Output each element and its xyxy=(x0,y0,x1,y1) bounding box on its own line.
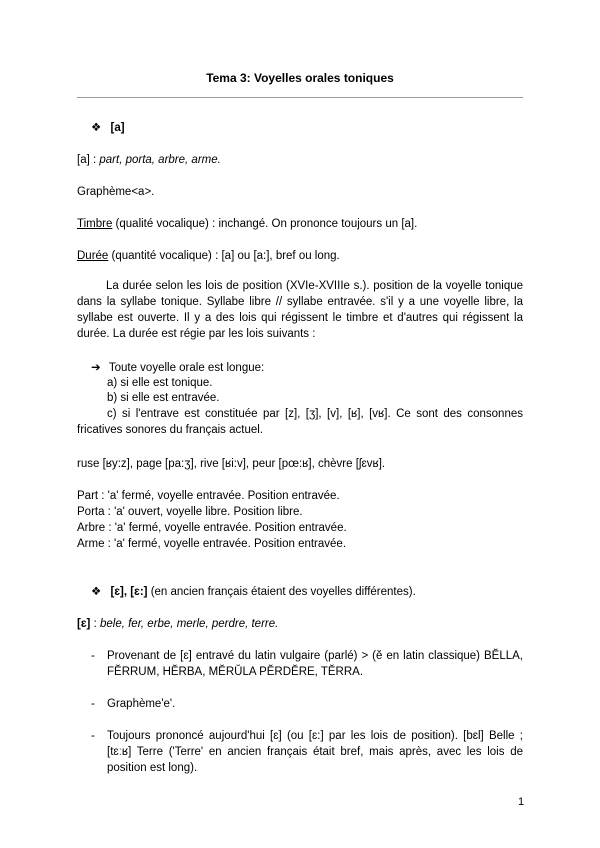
section-e-note: (en ancien français étaient des voyelles différentes). xyxy=(147,586,416,598)
diamond-bullet-icon: ❖ xyxy=(91,122,102,134)
analysis-line-0: Part : 'a' fermé, voyelle entravée. Position entravée. xyxy=(77,490,340,502)
section-e-heading xyxy=(91,585,416,599)
rule-intro: Toute voyelle orale est longue: xyxy=(108,362,265,374)
analysis-line-2: Arbre : 'a' fermé, voyelle entravée. Position entravée. xyxy=(77,522,347,534)
duree-label: Durée xyxy=(77,250,109,262)
timbre-line xyxy=(77,217,417,231)
analysis-line-1: Porta : 'a' ouvert, voyelle libre. Position libre. xyxy=(77,506,303,518)
section-a-title: [a] xyxy=(110,122,125,134)
duree-text: (quantité vocalique) : [a] ou [a:], bref ou long. xyxy=(108,250,340,262)
diamond-bullet-icon: ❖ xyxy=(91,586,102,598)
timbre-text: (qualité vocalique) : inchangé. On prononce toujours un [a]. xyxy=(112,218,418,230)
examples-words: bele, fer, erbe, merle, perdre, terre. xyxy=(99,618,279,630)
analysis-line-3: Arme : 'a' fermé, voyelle entravée. Position entravée. xyxy=(77,538,347,550)
section-e-examples xyxy=(77,617,278,631)
duree-line xyxy=(77,249,340,263)
title-divider xyxy=(77,97,523,98)
examples-phonetic: ruse [ʁy:z], page [pa:ʒ], rive [ʁi:v], peur [pœ:ʁ], chèvre [ʃɛvʁ]. xyxy=(77,458,386,470)
list-dash: - xyxy=(91,650,95,662)
examples-label: [a] : xyxy=(77,154,100,166)
list-dash: - xyxy=(91,698,95,710)
examples-words: part, porta, arbre, arme. xyxy=(99,154,221,166)
section-a-examples xyxy=(77,153,221,167)
list-item-1: Graphème'e'. xyxy=(107,698,176,710)
duree-paragraph: La durée selon les lois de position (XVIe-XVIIIe s.). position de la voyelle tonique dans la syllabe tonique. Syllabe libre // syllabe entravée. s'il y a une voyelle libre, la syllabe est ouverte. Il y a des lois qui régissent le timbre et d'autres qui régissent la durée. La durée est régie par les lois suivants : xyxy=(77,280,523,340)
rule-b: b) si elle est entravée. xyxy=(107,392,220,404)
list-item-2: Toujours prononcé aujourd'hui [ɛ] (ou [ɛ:] par les lois de position). [bɛl] Belle ; [tɛːʁ] Terre ('Terre' en ancien français était bref, mais après, avec les lois de position est long). xyxy=(107,730,523,774)
rule-intro-line xyxy=(91,361,264,375)
list-item-0: Provenant de [ɛ] entravé du latin vulgaire (parlé) > (ĕ en latin classique) BĔLLA, FĔRRUM, HĔRBA, MĔRŬLA PĔRDĔRE, TĔRRA. xyxy=(107,650,523,678)
rule-c: c) si l'entrave est constituée par [z], [ʒ], [v], [ʁ], [vʁ]. Ce sont des consonnes fricatives sonores du français actuel. xyxy=(77,408,523,436)
timbre-label: Timbre xyxy=(77,218,113,230)
examples-separator: : xyxy=(90,618,100,630)
page-title: Tema 3: Voyelles orales toniques xyxy=(206,71,394,85)
section-e-title: [ɛ], [ɛ:] xyxy=(110,586,148,598)
arrow-right-icon: ➔ xyxy=(91,362,101,374)
list-dash: - xyxy=(91,730,95,742)
grapheme-line: Graphème<a>. xyxy=(77,186,155,198)
section-a-heading xyxy=(91,121,125,135)
rule-a: a) si elle est tonique. xyxy=(107,377,213,389)
examples-label: [ɛ] xyxy=(77,618,91,630)
page-number: 1 xyxy=(518,796,525,808)
